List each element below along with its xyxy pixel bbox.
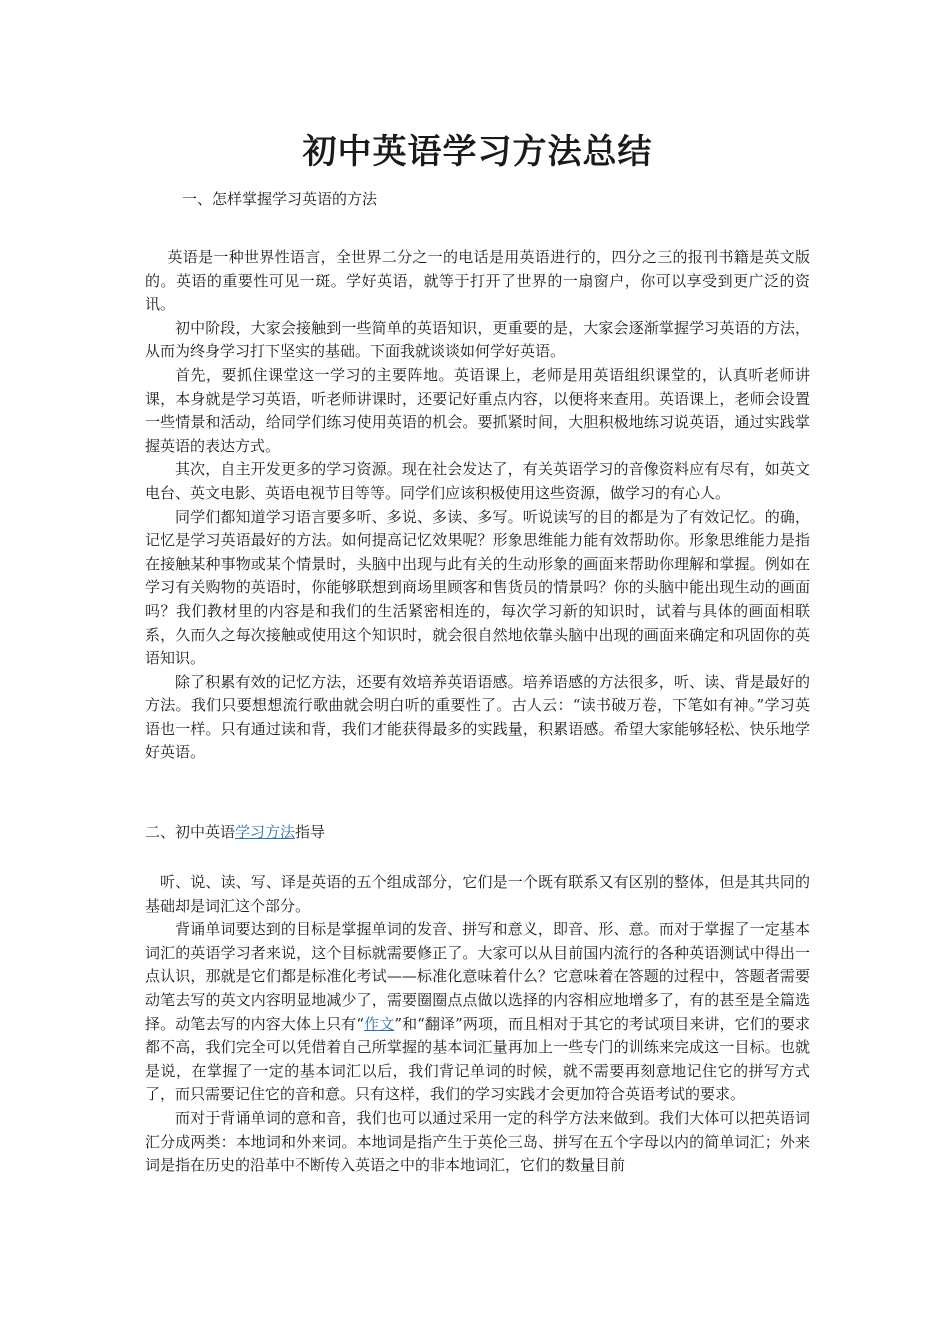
paragraph: 其次，自主开发更多的学习资源。现在社会发达了，有关英语学习的音像资料应有尽有，如英文电台、英文电影、英语电视节目等等。同学们应该积极使用这些资源，做学习的有心人。 xyxy=(145,460,810,502)
paragraph: 听、说、读、写、译是英语的五个组成部分，它们是一个既有联系又有区别的整体，但是其共同的基础却是词汇这个部分。 xyxy=(145,873,810,915)
section-1-heading: 一、怎样掌握学习英语的方法 xyxy=(182,190,378,208)
paragraph: 除了积累有效的记忆方法，还要有效培养英语语感。培养语感的方法很多，听、读、背是最好的方法。我们只要想想流行歌曲就会明白听的重要性了。古人云：“读书破万卷，下笔如有神。”学习英语也一样。只有通过读和背，我们才能获得最多的实践量，积累语感。希望大家能够轻松、快乐地学好英语。 xyxy=(145,672,810,762)
paragraph: 英语是一种世界性语言，全世界二分之一的电话是用英语进行的，四分之三的报刊书籍是英文版的。英语的重要性可见一斑。学好英语，就等于打开了世界的一扇窗户，你可以享受到更广泛的资讯。 xyxy=(145,248,810,314)
paragraph: 首先，要抓住课堂这一学习的主要阵地。英语课上，老师是用英语组织课堂的，认真听老师讲课，本身就是学习英语，听老师讲课时，还要记好重点内容，以便将来查用。英语课上，老师会设置一些情景和活动，给同学们练习使用英语的机会。要抓紧时间，大胆积极地练习说英语，通过实践掌握英语的表达方式。 xyxy=(145,365,810,455)
paragraph xyxy=(145,918,810,1107)
section-2-heading-suffix: 指导 xyxy=(295,823,326,841)
paragraph-text: ”和“翻译”两项，而且相对于其它的考试项目来讲，它们的要求都不高，我们完全可以凭借着自己所掌握的基本词汇量再加上一些专门的训练来完成这一目标。也就是说，在掌握了一定的基本词汇以后，我们背记单词的时候，就不需要再刻意地记住它的拼写方式了，而只需要记住它的音和意。只有这样，我们的学习实践才会更加符合英语考试的要求。 xyxy=(145,1014,810,1104)
section-2-heading-prefix: 二、初中英语 xyxy=(145,823,236,841)
paragraph: 同学们都知道学习语言要多听、多说、多读、多写。听说读写的目的都是为了有效记忆。的确，记忆是学习英语最好的方法。如何提高记忆效果呢？形象思维能力能有效帮助你。形象思维能力是指在接触某种事物或某个情景时，头脑中出现与此有关的生动形象的画面来帮助你理解和掌握。例如在学习有关购物的英语时，你能够联想到商场里顾客和售货员的情景吗？你的头脑中能出现生动的画面吗？我们教材里的内容是和我们的生活紧密相连的，每次学习新的知识时，试着与具体的画面相联系，久而久之每次接触或使用这个知识时，就会很自然地依靠头脑中出现的画面来确定和巩固你的英语知识。 xyxy=(145,507,810,668)
section-2-body xyxy=(145,871,810,1178)
paragraph-text: 背诵单词要达到的目标是掌握单词的发音、拼写和意义，即音、形、意。而对于掌握了一定基本词汇的英语学习者来说，这个目标就需要修正了。大家可以从目前国内流行的各种英语测试中得出一点认识，那就是它们都是标准化考试——标准化意味着什么？它意味着在答题的过程中，答题者需要动笔去写的英文内容明显地减少了，需要圈圈点点做以选择的内容相应地增多了，有的甚至是全篇选择。动笔去写的内容大体上只有“ xyxy=(145,920,810,1033)
section-1-body xyxy=(145,246,810,765)
paragraph: 而对于背诵单词的意和音，我们也可以通过采用一定的科学方法来做到。我们大体可以把英语词汇分成两类：本地词和外来词。本地词是指产生于英伦三岛、拼写在五个字母以内的简单词汇；外来词是指在历史的沿革中不断传入英语之中的非本地词汇，它们的数量目前 xyxy=(145,1108,810,1175)
document-title: 初中英语学习方法总结 xyxy=(302,132,653,172)
section-2-heading xyxy=(145,821,325,843)
composition-link[interactable]: 作文 xyxy=(364,1014,395,1033)
paragraph: 初中阶段，大家会接触到一些简单的英语知识，更重要的是，大家会逐渐掌握学习英语的方法，从而为终身学习打下坚实的基础。下面我就谈谈如何学好英语。 xyxy=(145,318,810,361)
study-method-link[interactable]: 学习方法 xyxy=(235,823,296,841)
